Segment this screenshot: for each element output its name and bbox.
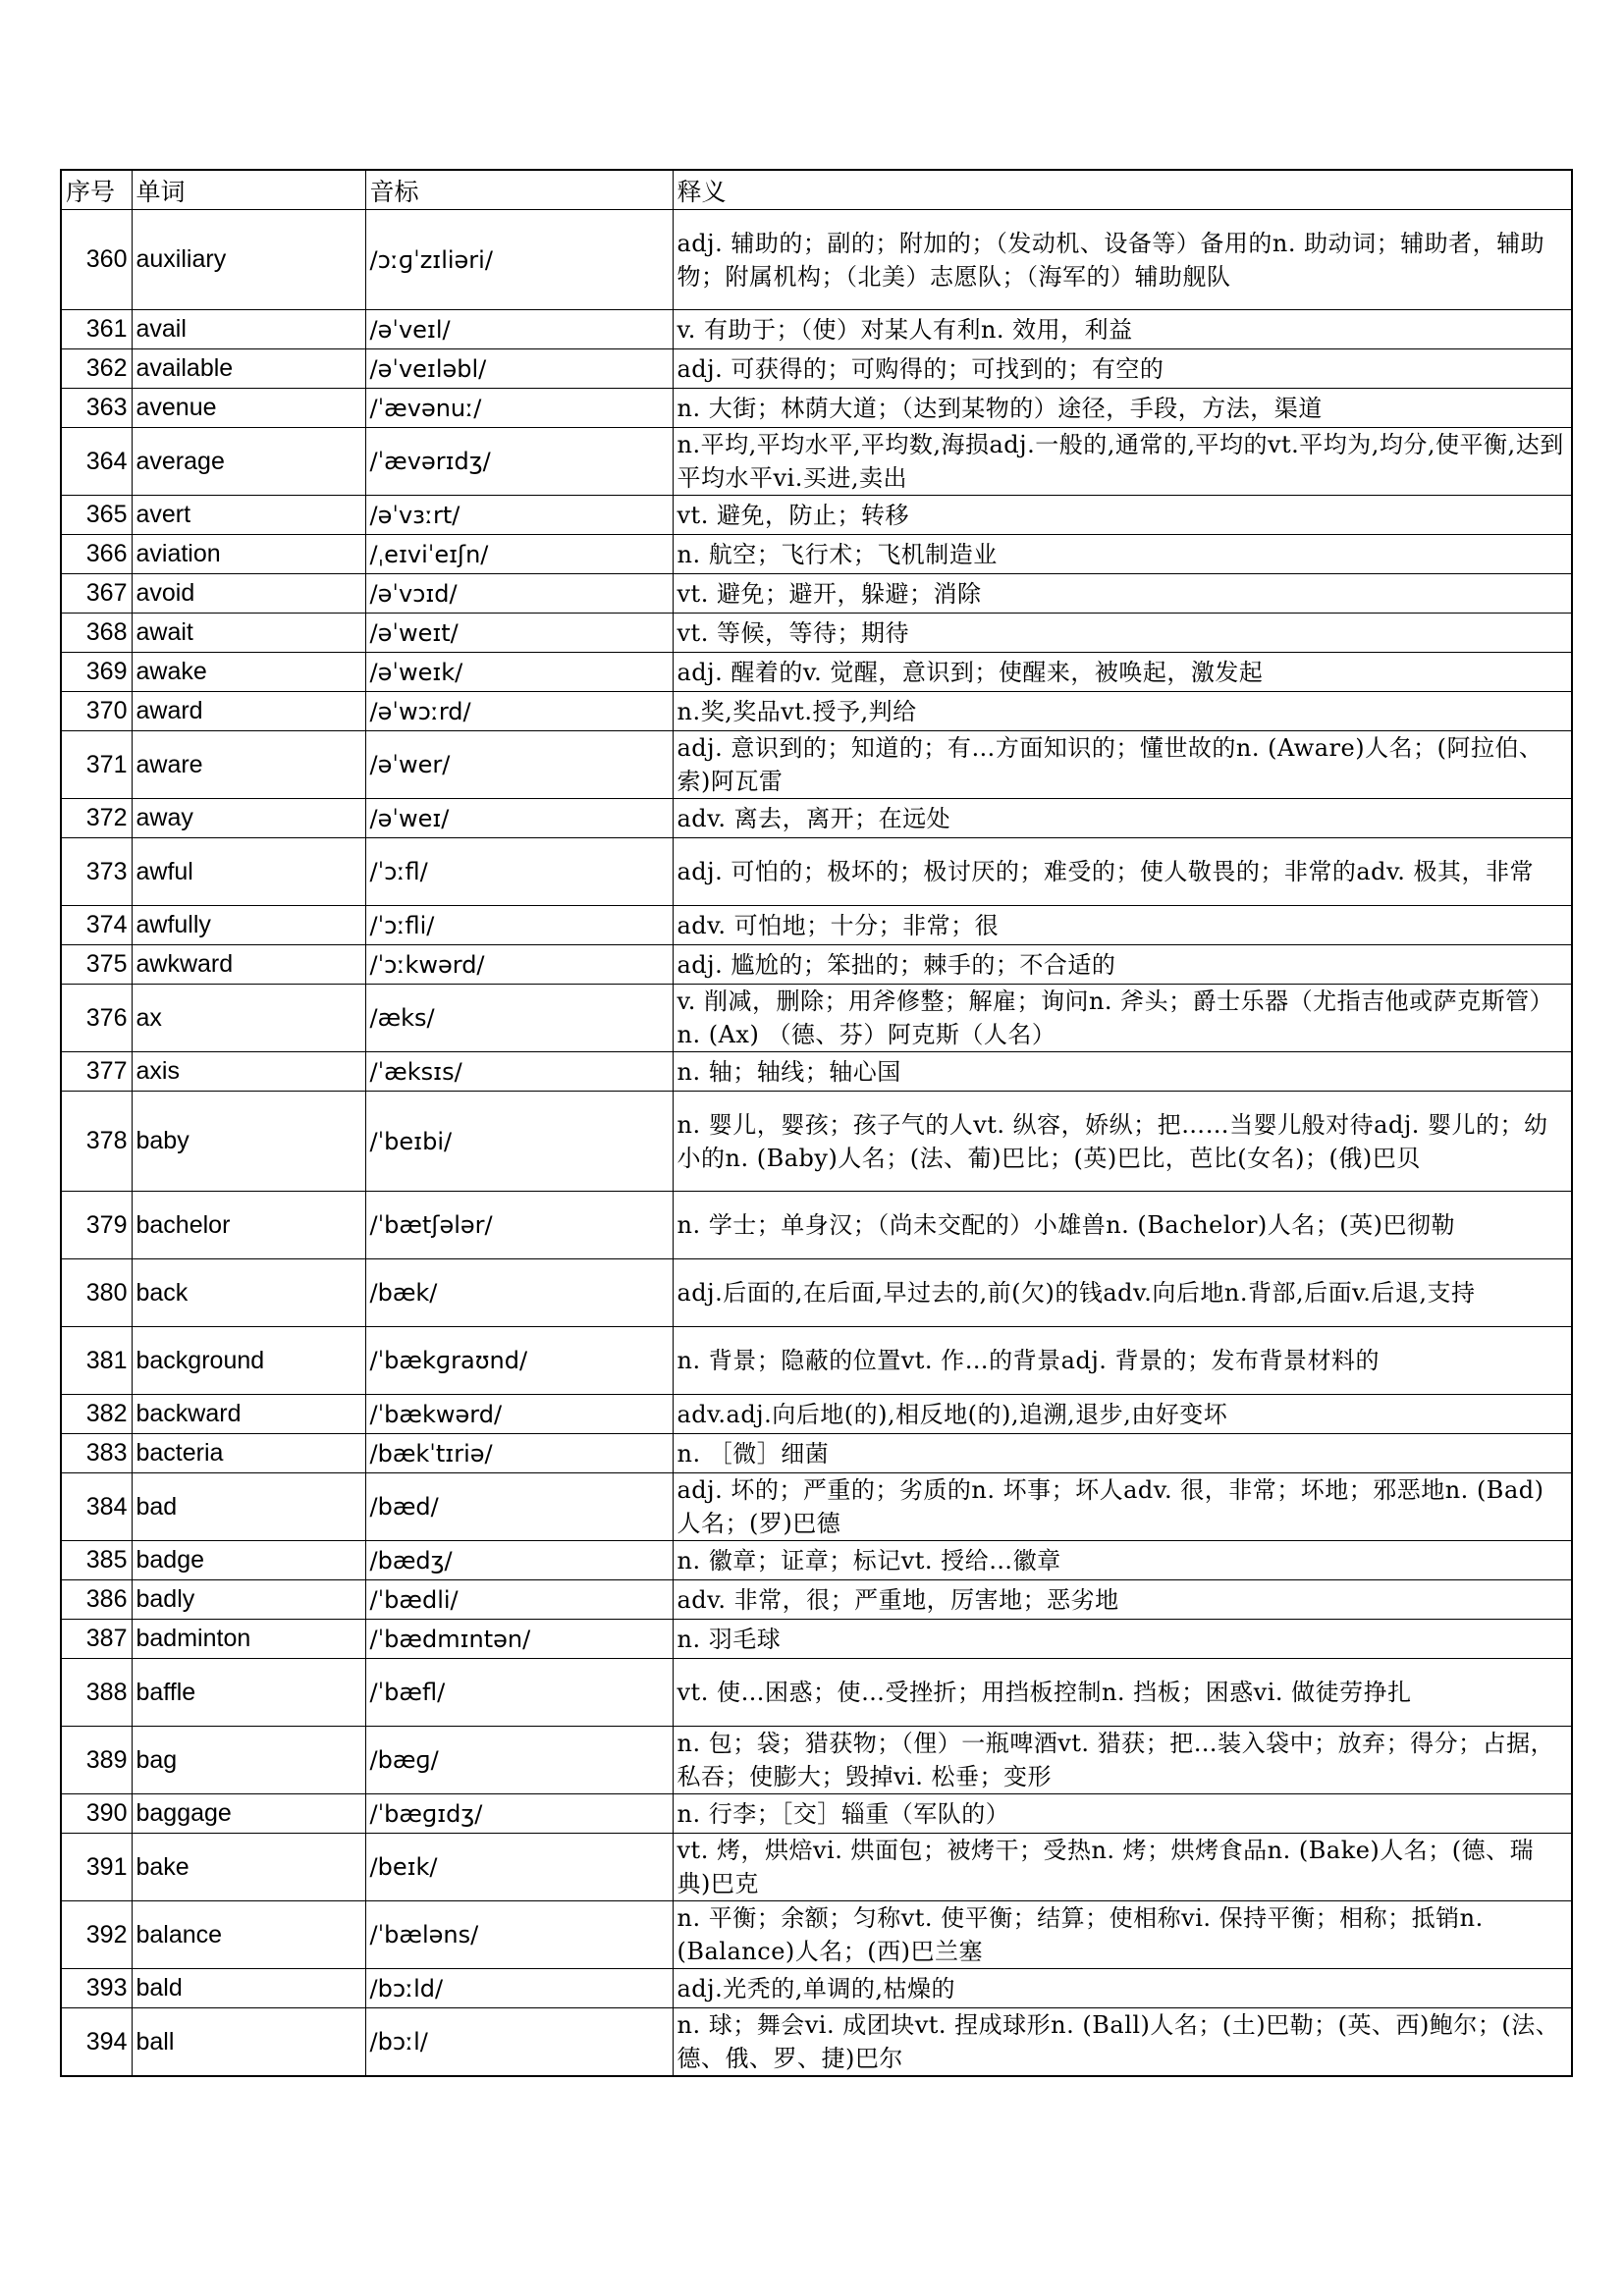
entry-word: avail (132, 310, 365, 349)
entry-definition: n.奖,奖品vt.授予,判给 (673, 692, 1572, 731)
table-row (61, 2008, 1572, 2077)
entry-phonetic: /əˈweɪ/ (365, 799, 673, 838)
entry-word: available (132, 349, 365, 389)
table-row (61, 799, 1572, 838)
entry-word: ball (132, 2008, 365, 2077)
entry-word: ax (132, 985, 365, 1052)
entry-phonetic: /əˈwɔːrd/ (365, 692, 673, 731)
entry-word: bachelor (132, 1192, 365, 1259)
entry-phonetic: /ˈævənuː/ (365, 389, 673, 428)
entry-phonetic: /ˌeɪviˈeɪʃn/ (365, 535, 673, 574)
entry-word: backward (132, 1395, 365, 1434)
entry-phonetic: /bɔːld/ (365, 1969, 673, 2008)
entry-number: 385 (61, 1541, 132, 1580)
entry-definition: adj. 可怕的；极坏的；极讨厌的；难受的；使人敬畏的；非常的adv. 极其，非常 (673, 838, 1572, 906)
entry-definition: adv. 离去，离开；在远处 (673, 799, 1572, 838)
entry-word: awake (132, 653, 365, 692)
entry-phonetic: /ˈɔːfli/ (365, 906, 673, 945)
entry-phonetic: /ˈævərɪdʒ/ (365, 428, 673, 496)
entry-word: await (132, 614, 365, 653)
table-row (61, 1473, 1572, 1541)
entry-definition: n. 轴；轴线；轴心国 (673, 1052, 1572, 1092)
entry-phonetic: /bæd/ (365, 1473, 673, 1541)
entry-definition: adv. 非常，很；严重地，厉害地；恶劣地 (673, 1580, 1572, 1620)
entry-number: 388 (61, 1659, 132, 1727)
entry-definition: vt. 避免，防止；转移 (673, 496, 1572, 535)
entry-definition: adv. 可怕地；十分；非常；很 (673, 906, 1572, 945)
entry-number: 363 (61, 389, 132, 428)
entry-number: 382 (61, 1395, 132, 1434)
header-row (61, 170, 1572, 210)
table-row (61, 389, 1572, 428)
table-row (61, 1395, 1572, 1434)
entry-number: 380 (61, 1259, 132, 1327)
entry-definition: adj. 意识到的；知道的；有…方面知识的；懂世故的n. (Aware)人名；(阿拉伯、索)阿瓦雷 (673, 731, 1572, 799)
entry-word: awfully (132, 906, 365, 945)
entry-word: baggage (132, 1794, 365, 1834)
table-row (61, 692, 1572, 731)
entry-number: 381 (61, 1327, 132, 1395)
entry-phonetic: /beɪk/ (365, 1834, 673, 1901)
table-row (61, 1052, 1572, 1092)
entry-phonetic: /bækˈtɪriə/ (365, 1434, 673, 1473)
entry-definition: vt. 避免；避开，躲避；消除 (673, 574, 1572, 614)
header-definition: 释义 (673, 170, 1572, 210)
entry-number: 360 (61, 210, 132, 310)
entry-definition: n. 学士；单身汉；（尚未交配的）小雄兽n. (Bachelor)人名；(英)巴彻勒 (673, 1192, 1572, 1259)
entry-word: axis (132, 1052, 365, 1092)
table-row (61, 574, 1572, 614)
entry-number: 390 (61, 1794, 132, 1834)
entry-phonetic: /ˈbæfl/ (365, 1659, 673, 1727)
entry-definition: n. 徽章；证章；标记vt. 授给…徽章 (673, 1541, 1572, 1580)
entry-number: 374 (61, 906, 132, 945)
entry-phonetic: /bæk/ (365, 1259, 673, 1327)
entry-word: baby (132, 1092, 365, 1192)
entry-word: auxiliary (132, 210, 365, 310)
table-row (61, 1192, 1572, 1259)
table-body (61, 210, 1572, 2077)
entry-definition: adj. 尴尬的；笨拙的；棘手的；不合适的 (673, 945, 1572, 985)
entry-number: 373 (61, 838, 132, 906)
table-row (61, 1834, 1572, 1901)
table-row (61, 310, 1572, 349)
table-row (61, 1901, 1572, 1969)
table-row (61, 535, 1572, 574)
table-row (61, 1727, 1572, 1794)
table-row (61, 349, 1572, 389)
entry-definition: adv.adj.向后地(的),相反地(的),追溯,退步,由好变坏 (673, 1395, 1572, 1434)
entry-number: 367 (61, 574, 132, 614)
entry-word: badminton (132, 1620, 365, 1659)
entry-number: 365 (61, 496, 132, 535)
entry-word: average (132, 428, 365, 496)
entry-definition: n. 羽毛球 (673, 1620, 1572, 1659)
entry-number: 375 (61, 945, 132, 985)
entry-definition: vt. 等候，等待；期待 (673, 614, 1572, 653)
entry-number: 391 (61, 1834, 132, 1901)
entry-word: bacteria (132, 1434, 365, 1473)
entry-word: away (132, 799, 365, 838)
entry-phonetic: /ˈbæləns/ (365, 1901, 673, 1969)
entry-definition: adj.后面的,在后面,早过去的,前(欠)的钱adv.向后地n.背部,后面v.后退,支持 (673, 1259, 1572, 1327)
entry-phonetic: /əˈveɪl/ (365, 310, 673, 349)
entry-phonetic: /ˈbeɪbi/ (365, 1092, 673, 1192)
entry-phonetic: /əˈveɪləbl/ (365, 349, 673, 389)
entry-phonetic: /əˈweɪk/ (365, 653, 673, 692)
entry-definition: vt. 使…困惑；使…受挫折；用挡板控制n. 挡板；困惑vi. 做徒劳挣扎 (673, 1659, 1572, 1727)
entry-definition: n. 婴儿，婴孩；孩子气的人vt. 纵容，娇纵；把……当婴儿般对待adj. 婴儿的；幼小的n. (Baby)人名；(法、葡)巴比；(英)巴比，芭比(女名)；(俄)巴贝 (673, 1092, 1572, 1192)
entry-phonetic: /ˈæksɪs/ (365, 1052, 673, 1092)
header-phonetic: 音标 (365, 170, 673, 210)
entry-word: badge (132, 1541, 365, 1580)
table-row (61, 496, 1572, 535)
table-row (61, 731, 1572, 799)
entry-number: 368 (61, 614, 132, 653)
entry-definition: n. 平衡；余额；匀称vt. 使平衡；结算；使相称vi. 保持平衡；相称；抵销n. (Balance)人名；(西)巴兰塞 (673, 1901, 1572, 1969)
entry-number: 372 (61, 799, 132, 838)
entry-number: 389 (61, 1727, 132, 1794)
entry-definition: v. 削减，删除；用斧修整；解雇；询问n. 斧头；爵士乐器（尤指吉他或萨克斯管）n. (Ax) （德、芬）阿克斯（人名） (673, 985, 1572, 1052)
table-row (61, 1327, 1572, 1395)
entry-word: avenue (132, 389, 365, 428)
table-row (61, 1659, 1572, 1727)
table-row (61, 1092, 1572, 1192)
entry-definition: adj.光秃的,单调的,枯燥的 (673, 1969, 1572, 2008)
entry-word: back (132, 1259, 365, 1327)
entry-definition: adj. 可获得的；可购得的；可找到的；有空的 (673, 349, 1572, 389)
entry-word: badly (132, 1580, 365, 1620)
table-row (61, 1969, 1572, 2008)
entry-phonetic: /ˈbæɡɪdʒ/ (365, 1794, 673, 1834)
entry-definition: n. 包；袋；猎获物；（俚）一瓶啤酒vt. 猎获；把…装入袋中；放弃；得分；占据，私吞；使膨大；毁掉vi. 松垂；变形 (673, 1727, 1572, 1794)
entry-word: bag (132, 1727, 365, 1794)
entry-definition: n.平均,平均水平,平均数,海损adj.一般的,通常的,平均的vt.平均为,均分,使平衡,达到平均水平vi.买进,卖出 (673, 428, 1572, 496)
table-row (61, 210, 1572, 310)
entry-phonetic: /əˈwer/ (365, 731, 673, 799)
entry-word: award (132, 692, 365, 731)
entry-definition: n. 背景；隐蔽的位置vt. 作…的背景adj. 背景的；发布背景材料的 (673, 1327, 1572, 1395)
entry-word: background (132, 1327, 365, 1395)
entry-word: aware (132, 731, 365, 799)
entry-word: baffle (132, 1659, 365, 1727)
table-row (61, 1259, 1572, 1327)
entry-phonetic: /bæɡ/ (365, 1727, 673, 1794)
entry-word: awkward (132, 945, 365, 985)
entry-phonetic: /bɔːl/ (365, 2008, 673, 2077)
entry-number: 369 (61, 653, 132, 692)
entry-phonetic: /ˈɔːfl/ (365, 838, 673, 906)
entry-definition: n. 航空；飞行术；飞机制造业 (673, 535, 1572, 574)
entry-number: 378 (61, 1092, 132, 1192)
entry-word: avoid (132, 574, 365, 614)
entry-phonetic: /ɔːɡˈzɪliəri/ (365, 210, 673, 310)
entry-phonetic: /əˈvɜːrt/ (365, 496, 673, 535)
entry-word: bad (132, 1473, 365, 1541)
entry-word: aviation (132, 535, 365, 574)
entry-number: 387 (61, 1620, 132, 1659)
entry-phonetic: /ˈbækɡraʊnd/ (365, 1327, 673, 1395)
entry-number: 370 (61, 692, 132, 731)
entry-definition: adj. 醒着的v. 觉醒，意识到；使醒来，被唤起，激发起 (673, 653, 1572, 692)
entry-number: 392 (61, 1901, 132, 1969)
entry-number: 393 (61, 1969, 132, 2008)
entry-definition: n. 球；舞会vi. 成团块vt. 捏成球形n. (Ball)人名；(土)巴勒；(英、西)鲍尔；(法、德、俄、罗、捷)巴尔 (673, 2008, 1572, 2077)
entry-number: 379 (61, 1192, 132, 1259)
entry-definition: v. 有助于；（使）对某人有利n. 效用，利益 (673, 310, 1572, 349)
table-row (61, 1434, 1572, 1473)
table-row (61, 614, 1572, 653)
entry-word: avert (132, 496, 365, 535)
entry-word: bake (132, 1834, 365, 1901)
table-row (61, 838, 1572, 906)
entry-word: bald (132, 1969, 365, 2008)
entry-definition: n. 行李；［交］辎重（军队的） (673, 1794, 1572, 1834)
entry-number: 371 (61, 731, 132, 799)
entry-phonetic: /əˈweɪt/ (365, 614, 673, 653)
table-row (61, 985, 1572, 1052)
entry-number: 386 (61, 1580, 132, 1620)
entry-number: 384 (61, 1473, 132, 1541)
entry-phonetic: /ˈbædli/ (365, 1580, 673, 1620)
table-row (61, 1620, 1572, 1659)
table-row (61, 428, 1572, 496)
table-row (61, 1541, 1572, 1580)
entry-phonetic: /ˈbætʃələr/ (365, 1192, 673, 1259)
entry-word: balance (132, 1901, 365, 1969)
entry-definition: n. 大街；林荫大道；（达到某物的）途径，手段，方法，渠道 (673, 389, 1572, 428)
table-row (61, 1794, 1572, 1834)
entry-phonetic: /bædʒ/ (365, 1541, 673, 1580)
entry-number: 377 (61, 1052, 132, 1092)
entry-definition: n. ［微］细菌 (673, 1434, 1572, 1473)
vocabulary-table (60, 169, 1573, 2077)
entry-number: 383 (61, 1434, 132, 1473)
header-word: 单词 (132, 170, 365, 210)
entry-phonetic: /ˈbækwərd/ (365, 1395, 673, 1434)
header-number: 序号 (61, 170, 132, 210)
entry-number: 366 (61, 535, 132, 574)
entry-phonetic: /æks/ (365, 985, 673, 1052)
entry-phonetic: /ˈbædmɪntən/ (365, 1620, 673, 1659)
table-row (61, 653, 1572, 692)
entry-number: 361 (61, 310, 132, 349)
entry-word: awful (132, 838, 365, 906)
table-row (61, 945, 1572, 985)
entry-definition: adj. 辅助的；副的；附加的；（发动机、设备等）备用的n. 助动词；辅助者，辅助物；附属机构；（北美）志愿队；（海军的）辅助舰队 (673, 210, 1572, 310)
entry-number: 376 (61, 985, 132, 1052)
entry-number: 394 (61, 2008, 132, 2077)
entry-phonetic: /əˈvɔɪd/ (365, 574, 673, 614)
entry-definition: vt. 烤，烘焙vi. 烘面包；被烤干；受热n. 烤；烘烤食品n. (Bake)人名；(德、瑞典)巴克 (673, 1834, 1572, 1901)
entry-number: 362 (61, 349, 132, 389)
entry-phonetic: /ˈɔːkwərd/ (365, 945, 673, 985)
table-row (61, 906, 1572, 945)
entry-number: 364 (61, 428, 132, 496)
entry-definition: adj. 坏的；严重的；劣质的n. 坏事；坏人adv. 很，非常；坏地；邪恶地n. (Bad)人名；(罗)巴德 (673, 1473, 1572, 1541)
table-row (61, 1580, 1572, 1620)
